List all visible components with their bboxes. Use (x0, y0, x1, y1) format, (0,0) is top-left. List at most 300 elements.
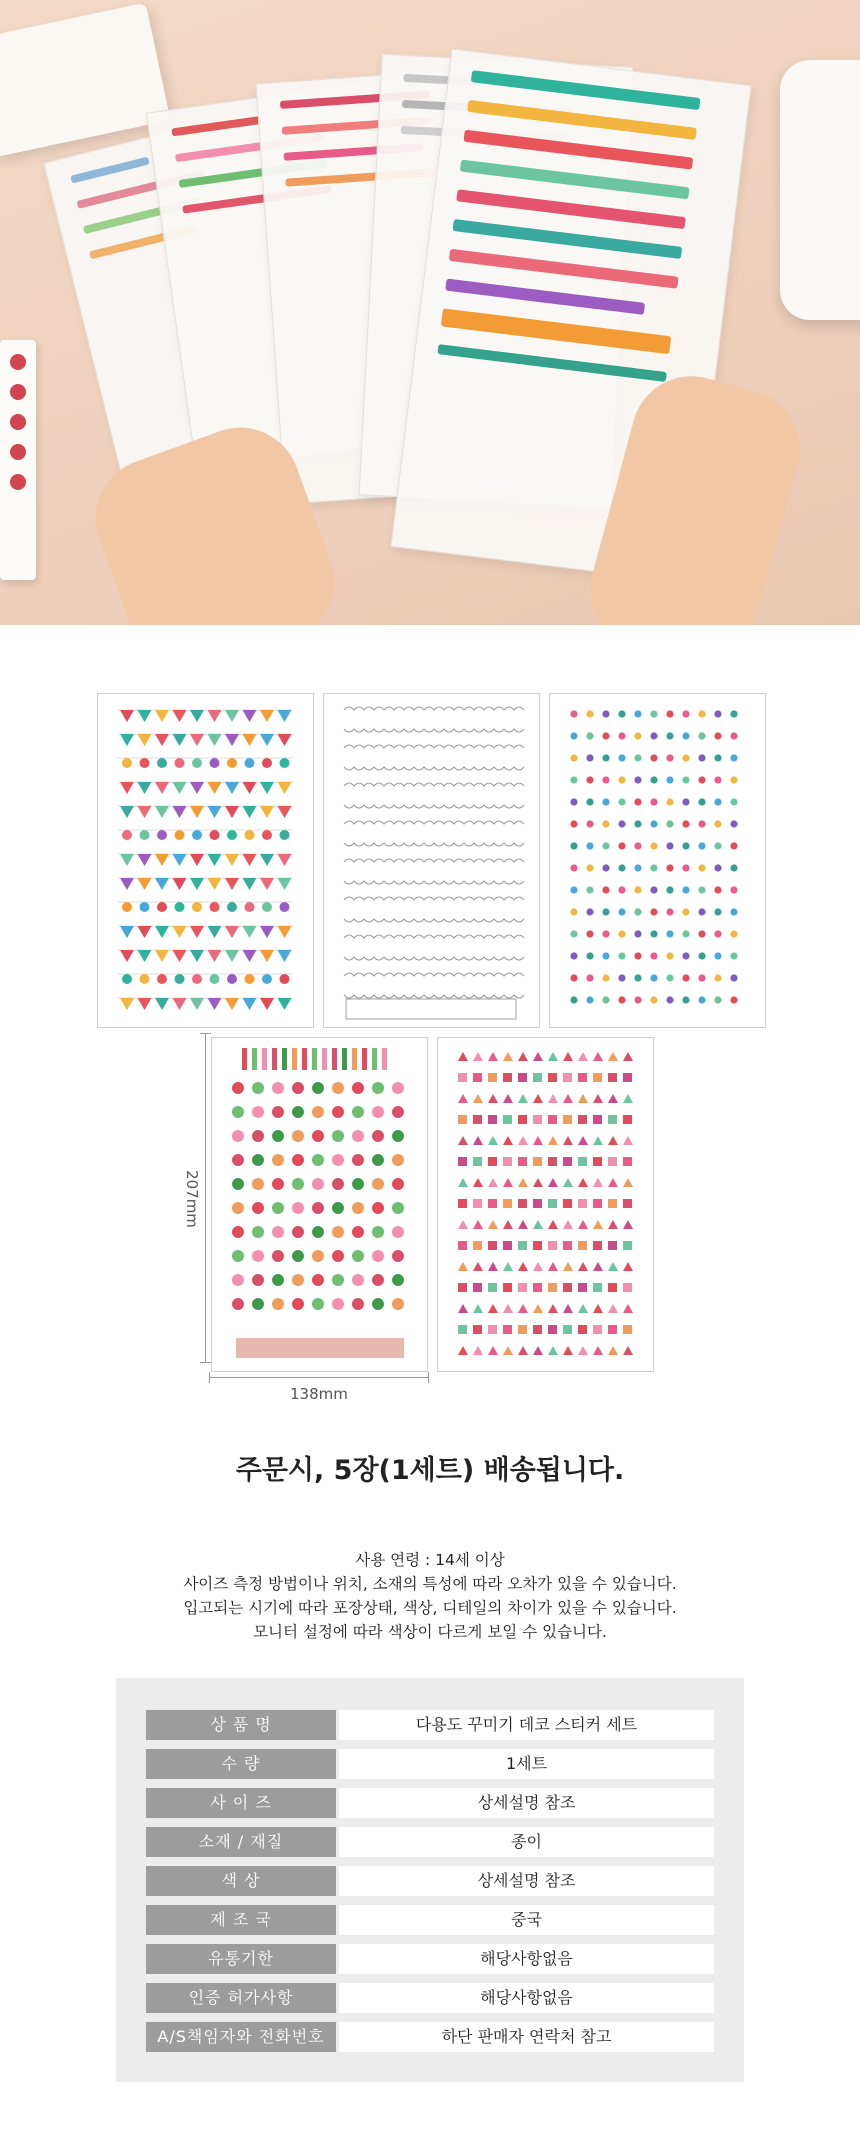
floral-stripe (372, 1048, 377, 1070)
icon-dot (714, 930, 721, 937)
bunting-flag (225, 926, 239, 938)
icon-dot (618, 776, 625, 783)
pattern-heart (473, 1262, 483, 1271)
lace-art (324, 694, 539, 1027)
icon-dot (634, 732, 641, 739)
spec-value: 하단 판매자 연락처 참고 (339, 2022, 714, 2052)
floral-stripe (322, 1048, 327, 1070)
pattern-heart (488, 1220, 498, 1229)
bunting-flag (278, 734, 292, 746)
floral-bloom (392, 1154, 404, 1166)
pattern-heart (503, 1304, 513, 1313)
floral-bloom (252, 1082, 264, 1094)
pattern-heart (503, 1052, 513, 1061)
pattern-square (548, 1283, 557, 1292)
floral-bloom (372, 1250, 384, 1262)
bunting-flag (173, 806, 187, 818)
pattern-heart (563, 1220, 573, 1229)
spec-key: A/S책임자와 전화번호 (146, 2022, 336, 2052)
pattern-square (533, 1283, 542, 1292)
floral-bloom (272, 1298, 284, 1310)
icon-dot (682, 754, 689, 761)
decor-box (0, 3, 171, 158)
bunting-bead (192, 902, 202, 912)
floral-bloom (332, 1130, 344, 1142)
floral-bloom (352, 1226, 364, 1238)
icon-dot (570, 820, 577, 827)
bunting-flag (260, 950, 274, 962)
pattern-heart (518, 1262, 528, 1271)
bunting-flag (243, 782, 257, 794)
bunting-bead (280, 758, 290, 768)
pattern-square (548, 1157, 557, 1166)
icon-dot (586, 732, 593, 739)
pattern-heart (503, 1220, 513, 1229)
floral-bloom (232, 1202, 244, 1214)
floral-bloom (232, 1250, 244, 1262)
pattern-square (488, 1199, 497, 1208)
icon-dot (634, 820, 641, 827)
icon-dot (730, 908, 737, 915)
icon-dot (666, 974, 673, 981)
pattern-heart (533, 1094, 543, 1103)
pattern-heart (488, 1304, 498, 1313)
pattern-heart (458, 1136, 468, 1145)
spec-key: 상 품 명 (146, 1710, 336, 1740)
floral-bloom (392, 1130, 404, 1142)
icon-dot (650, 864, 657, 871)
bunting-flag (155, 926, 169, 938)
note-line: 모니터 설정에 따라 색상이 다르게 보일 수 있습니다. (253, 1623, 607, 1641)
icon-dot (698, 776, 705, 783)
pattern-heart (563, 1178, 573, 1187)
floral-bloom (332, 1106, 344, 1118)
lace-border (344, 843, 524, 846)
pattern-heart (473, 1136, 483, 1145)
pattern-heart (458, 1094, 468, 1103)
spec-row (146, 1827, 714, 1857)
icon-dot (602, 996, 609, 1003)
pattern-square (548, 1073, 557, 1082)
pattern-heart (593, 1178, 603, 1187)
floral-bloom (292, 1178, 304, 1190)
bunting-flag (190, 806, 204, 818)
icon-dot (650, 974, 657, 981)
pattern-square (503, 1283, 512, 1292)
floral-stripe (272, 1048, 277, 1070)
spec-row (146, 1749, 714, 1779)
floral-bloom (272, 1274, 284, 1286)
icon-dot (666, 842, 673, 849)
spec-row (146, 1866, 714, 1896)
floral-bloom (372, 1178, 384, 1190)
icon-dot (714, 820, 721, 827)
pattern-heart (623, 1052, 633, 1061)
bunting-bead (262, 902, 272, 912)
pattern-heart (548, 1136, 558, 1145)
floral-bloom (392, 1202, 404, 1214)
bunting-bead (210, 758, 220, 768)
pattern-heart (473, 1304, 483, 1313)
pattern-heart (518, 1220, 528, 1229)
icon-dot (666, 864, 673, 871)
pattern-heart (608, 1052, 618, 1061)
pattern-heart (563, 1262, 573, 1271)
pattern-square (608, 1283, 617, 1292)
icon-dot (570, 952, 577, 959)
floral-bloom (332, 1178, 344, 1190)
bunting-flag (120, 998, 134, 1010)
icon-dot (682, 974, 689, 981)
note-line: 사용 연령 : 14세 이상 (355, 1551, 505, 1569)
pattern-square (578, 1241, 587, 1250)
icon-dot (602, 842, 609, 849)
pattern-square (533, 1241, 542, 1250)
icon-dot (730, 952, 737, 959)
floral-stripe (252, 1048, 257, 1070)
icon-dot (586, 754, 593, 761)
pattern-square (593, 1199, 602, 1208)
icon-dot (634, 754, 641, 761)
icon-dot (730, 886, 737, 893)
icon-dot (586, 710, 593, 717)
floral-bloom (392, 1298, 404, 1310)
icon-dot (666, 710, 673, 717)
icon-dot (698, 930, 705, 937)
floral-bloom (252, 1298, 264, 1310)
pattern-square (563, 1115, 572, 1124)
bunting-flag (120, 710, 134, 722)
bunting-bead (210, 902, 220, 912)
pattern-square (518, 1283, 527, 1292)
pattern-square (473, 1115, 482, 1124)
floral-bloom (232, 1226, 244, 1238)
icon-dot (634, 864, 641, 871)
pattern-heart (518, 1346, 528, 1355)
icon-dot (666, 952, 673, 959)
icon-dot (602, 820, 609, 827)
spec-value: 종이 (339, 1827, 714, 1857)
floral-bloom (312, 1250, 324, 1262)
floral-bloom (312, 1130, 324, 1142)
floral-bloom (292, 1202, 304, 1214)
pattern-heart (503, 1346, 513, 1355)
spec-key: 소재 / 재질 (146, 1827, 336, 1857)
pattern-heart (563, 1052, 573, 1061)
floral-bloom (252, 1274, 264, 1286)
icon-dot (714, 842, 721, 849)
bunting-bead (192, 758, 202, 768)
icon-dot (714, 710, 721, 717)
pattern-heart (608, 1136, 618, 1145)
floral-stripe (262, 1048, 267, 1070)
pattern-square (473, 1073, 482, 1082)
pattern-heart (593, 1220, 603, 1229)
pattern-heart (578, 1136, 588, 1145)
bunting-flag (138, 806, 152, 818)
pattern-square (518, 1241, 527, 1250)
bunting-flag (190, 710, 204, 722)
bunting-flag (225, 806, 239, 818)
pattern-square (563, 1157, 572, 1166)
floral-bloom (232, 1082, 244, 1094)
icon-dot (634, 930, 641, 937)
bunting-flag (208, 878, 222, 890)
floral-stripe (312, 1048, 317, 1070)
pattern-square (518, 1199, 527, 1208)
icon-dot (650, 820, 657, 827)
floral-bloom (352, 1106, 364, 1118)
icon-dot (698, 798, 705, 805)
floral-bloom (352, 1202, 364, 1214)
pattern-square (533, 1115, 542, 1124)
icon-dot (698, 820, 705, 827)
bunting-flag (190, 926, 204, 938)
pattern-square (533, 1157, 542, 1166)
floral-bloom (392, 1082, 404, 1094)
pattern-heart (608, 1178, 618, 1187)
icon-dot (570, 798, 577, 805)
pattern-square (608, 1115, 617, 1124)
floral-bloom (372, 1106, 384, 1118)
icon-dot (666, 798, 673, 805)
pattern-square (608, 1199, 617, 1208)
bunting-flag (278, 782, 292, 794)
floral-bloom (252, 1106, 264, 1118)
pattern-heart (503, 1262, 513, 1271)
pattern-square (473, 1241, 482, 1250)
lace-border (344, 729, 524, 732)
pattern-heart (533, 1304, 543, 1313)
floral-bloom (332, 1202, 344, 1214)
icon-dot (634, 798, 641, 805)
decor-case (780, 60, 860, 320)
spec-row (146, 1983, 714, 2013)
icon-dot (634, 952, 641, 959)
floral-stripe (362, 1048, 367, 1070)
floral-bloom (372, 1130, 384, 1142)
icon-dot (586, 820, 593, 827)
pattern-heart (608, 1094, 618, 1103)
pattern-square (458, 1283, 467, 1292)
floral-bloom (332, 1298, 344, 1310)
pattern-heart (488, 1136, 498, 1145)
icon-dot (634, 710, 641, 717)
icon-dot (666, 776, 673, 783)
bunting-bead (227, 974, 237, 984)
bunting-flag (138, 734, 152, 746)
floral-bloom (372, 1202, 384, 1214)
floral-bloom (392, 1106, 404, 1118)
icon-dot (634, 842, 641, 849)
icon-dot (570, 842, 577, 849)
floral-bloom (332, 1274, 344, 1286)
pattern-square (563, 1241, 572, 1250)
bunting-flag (225, 734, 239, 746)
icon-dot (570, 776, 577, 783)
lace-border (344, 973, 524, 976)
icon-dot (586, 798, 593, 805)
lace-border (344, 783, 524, 786)
pattern-square (458, 1157, 467, 1166)
pattern-square (458, 1325, 467, 1334)
floral-bloom (312, 1298, 324, 1310)
bunting-flag (138, 782, 152, 794)
icon-dot (618, 930, 625, 937)
spec-key: 색 상 (146, 1866, 336, 1896)
icon-dot (714, 886, 721, 893)
floral-bloom (312, 1106, 324, 1118)
bunting-bead (280, 902, 290, 912)
pattern-square (563, 1073, 572, 1082)
icon-dot (570, 930, 577, 937)
pattern-heart (563, 1136, 573, 1145)
bunting-flag (173, 734, 187, 746)
icon-dot (602, 886, 609, 893)
bunting-flag (260, 710, 274, 722)
sticker-sheet-pattern (437, 1037, 654, 1372)
icon-dot (586, 864, 593, 871)
pattern-art (438, 1038, 653, 1371)
icon-dot (682, 996, 689, 1003)
bunting-bead (227, 758, 237, 768)
floral-bloom (272, 1082, 284, 1094)
floral-bloom (232, 1298, 244, 1310)
icon-dot (682, 798, 689, 805)
icon-dot (570, 710, 577, 717)
icon-dot (586, 908, 593, 915)
icon-dot (682, 820, 689, 827)
pattern-heart (458, 1304, 468, 1313)
floral-bloom (312, 1226, 324, 1238)
pattern-square (473, 1325, 482, 1334)
pattern-square (578, 1283, 587, 1292)
spec-row (146, 1710, 714, 1740)
icon-dot (586, 842, 593, 849)
pattern-heart (548, 1052, 558, 1061)
bunting-flag (138, 878, 152, 890)
spec-value: 1세트 (339, 1749, 714, 1779)
pattern-square (503, 1157, 512, 1166)
bunting-flag (120, 854, 134, 866)
pattern-square (623, 1283, 632, 1292)
icon-dot (730, 930, 737, 937)
bunting-bead (245, 758, 255, 768)
floral-bloom (372, 1082, 384, 1094)
floral-bloom (392, 1250, 404, 1262)
icon-dot (570, 974, 577, 981)
floral-bloom (292, 1274, 304, 1286)
bunting-flag (155, 998, 169, 1010)
pattern-heart (593, 1052, 603, 1061)
icon-dot (682, 842, 689, 849)
floral-bloom (392, 1226, 404, 1238)
icon-dot (650, 842, 657, 849)
lace-house-row (346, 999, 516, 1019)
floral-bloom (252, 1202, 264, 1214)
icon-dot (650, 710, 657, 717)
pattern-square (578, 1115, 587, 1124)
pattern-heart (593, 1094, 603, 1103)
decor-tape-roll (0, 340, 36, 580)
spec-value: 해당사항없음 (339, 1944, 714, 1974)
icon-dot (698, 952, 705, 959)
icon-dot (666, 996, 673, 1003)
pattern-heart (563, 1094, 573, 1103)
spec-row (146, 1788, 714, 1818)
pattern-heart (533, 1220, 543, 1229)
spec-key: 수 량 (146, 1749, 336, 1779)
icon-dot (618, 952, 625, 959)
pattern-square (593, 1157, 602, 1166)
width-dimension-label: 138mm (290, 1385, 348, 1403)
bunting-flag (260, 734, 274, 746)
bunting-flag (120, 782, 134, 794)
pattern-square (458, 1073, 467, 1082)
floral-bloom (332, 1226, 344, 1238)
bunting-flag (260, 926, 274, 938)
bunting-flag (278, 854, 292, 866)
floral-bloom (252, 1130, 264, 1142)
spec-key: 사 이 즈 (146, 1788, 336, 1818)
lace-border (344, 821, 524, 824)
width-dimension-line (209, 1377, 429, 1378)
icon-dot (586, 974, 593, 981)
pattern-square (623, 1157, 632, 1166)
pattern-heart (518, 1136, 528, 1145)
bunting-flag (120, 950, 134, 962)
floral-bloom (292, 1106, 304, 1118)
pattern-square (578, 1325, 587, 1334)
pattern-square (623, 1115, 632, 1124)
pattern-square (533, 1073, 542, 1082)
bunting-bead (175, 758, 185, 768)
pattern-heart (593, 1262, 603, 1271)
bunting-bead (122, 974, 132, 984)
bunting-flag (208, 926, 222, 938)
icon-dot (586, 952, 593, 959)
pattern-square (503, 1325, 512, 1334)
bunting-bead (157, 902, 167, 912)
bunting-bead (262, 974, 272, 984)
icon-dot (618, 974, 625, 981)
icon-dot (618, 710, 625, 717)
pattern-square (518, 1115, 527, 1124)
pattern-heart (473, 1094, 483, 1103)
pattern-heart (503, 1094, 513, 1103)
bunting-bead (227, 830, 237, 840)
floral-bloom (352, 1130, 364, 1142)
floral-scene (236, 1338, 404, 1358)
bunting-flag (278, 950, 292, 962)
pattern-heart (488, 1052, 498, 1061)
pattern-square (623, 1199, 632, 1208)
icon-dot (698, 710, 705, 717)
icon-dot (714, 864, 721, 871)
pattern-heart (458, 1220, 468, 1229)
bunting-flag (138, 950, 152, 962)
lace-border (344, 935, 524, 938)
floral-bloom (272, 1154, 284, 1166)
pattern-heart (578, 1346, 588, 1355)
icon-dot (650, 930, 657, 937)
bunting-flag (120, 926, 134, 938)
bunting-flag (173, 926, 187, 938)
bunting-bead (157, 830, 167, 840)
floral-bloom (292, 1082, 304, 1094)
bunting-flag (225, 998, 239, 1010)
pattern-square (503, 1241, 512, 1250)
